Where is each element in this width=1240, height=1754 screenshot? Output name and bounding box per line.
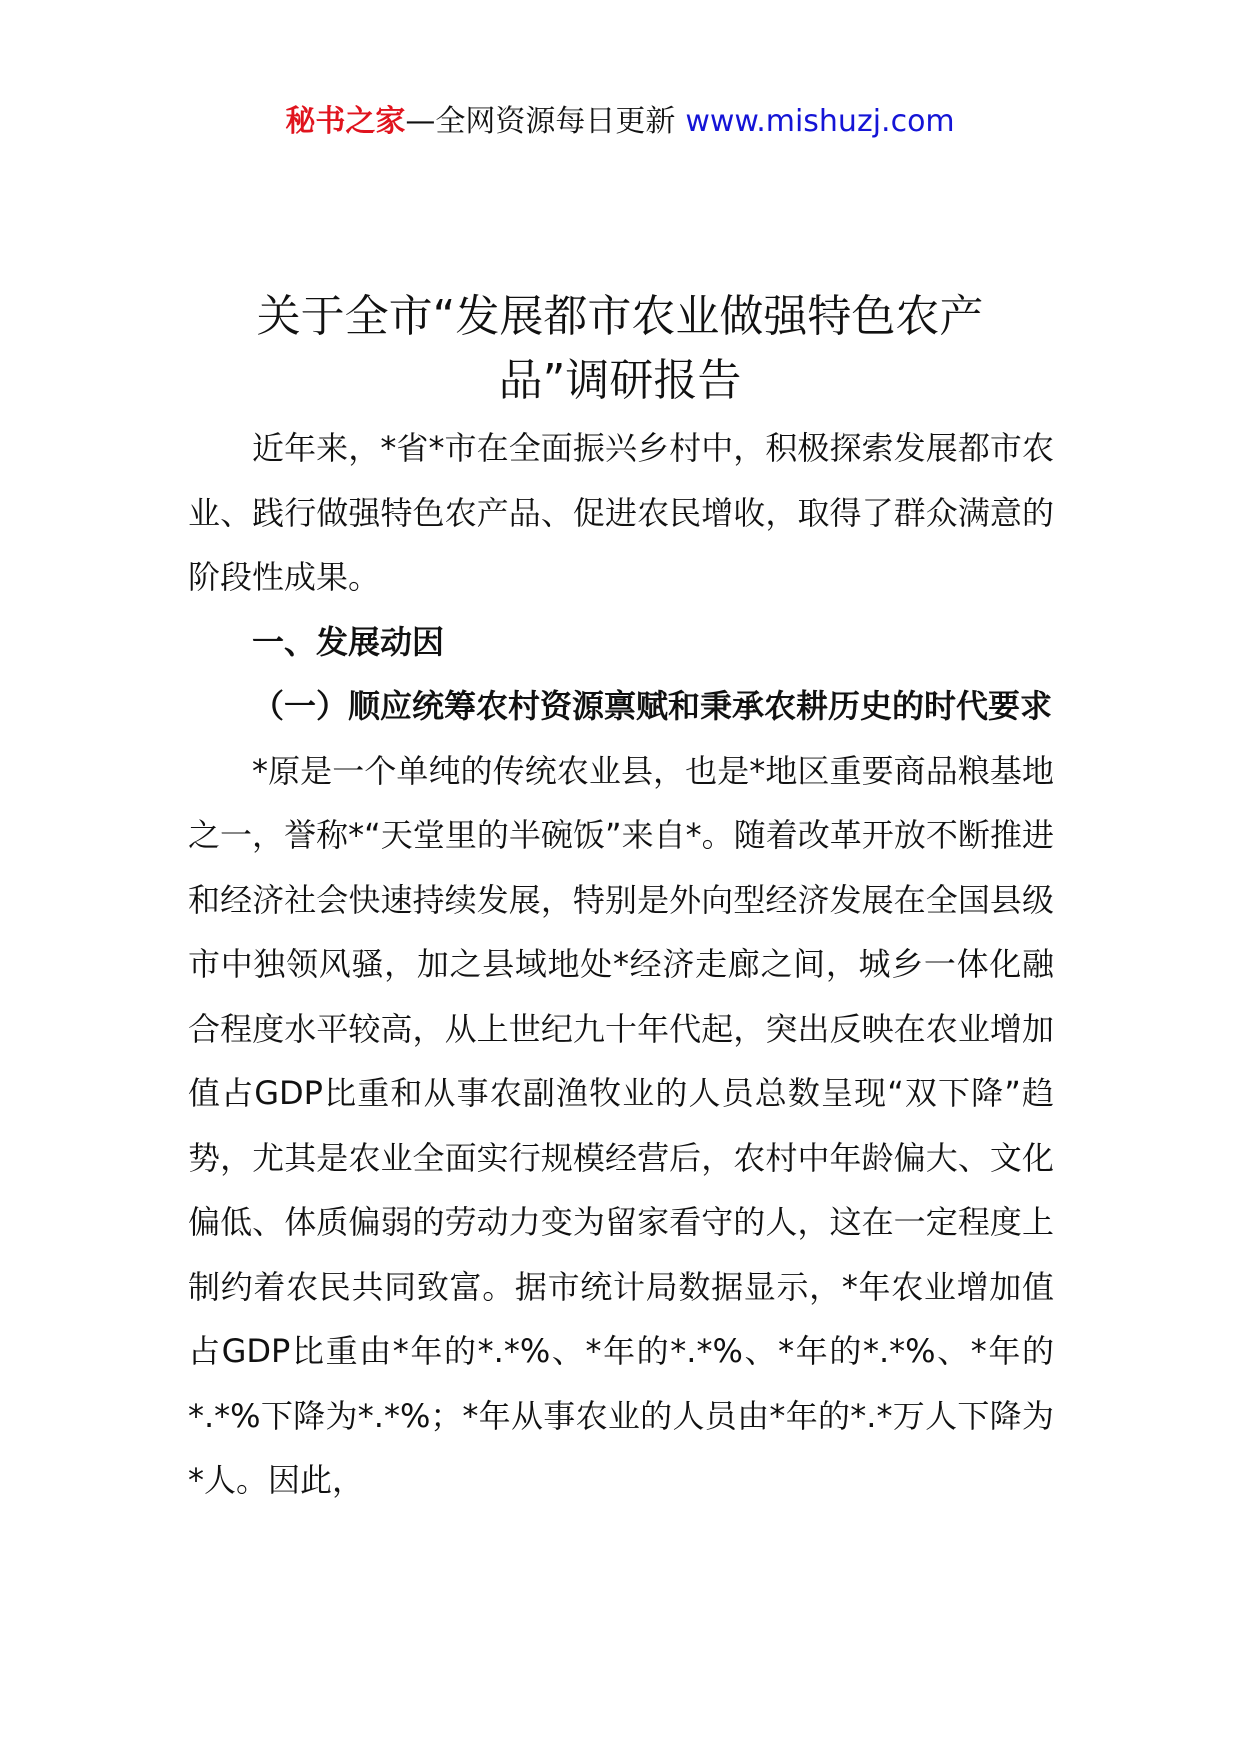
intro-paragraph: 近年来，*省*市在全面振兴乡村中，积极探索发展都市农业、践行做强特色农产品、促进农民增收，取得了群众满意的阶段性成果。 xyxy=(188,429,1054,596)
body-paragraph: *原是一个单纯的传统农业县，也是*地区重要商品粮基地之一，誉称*“天堂里的半碗饭”来自*。随着改革开放不断推进和经济社会快速持续发展，特别是外向型经济发展在全国县级市中独领风骚，加之县域地处*经济走廊之间，城乡一体化融合程度水平较高，从上世纪九十年代起，突出反映在农业增加值占GDP比重和从事农副渔牧业的人员总数呈现“双下降”趋势，尤其是农业全面实行规模经营后，农村中年龄偏大、文化偏低、体质偏弱的劳动力变为留家看守的人，这在一定程度上制约着农民共同致富。据市统计局数据显示，*年农业增加值占GDP比重由*年的*.*%、*年的*.*%、*年的*.*%、*年的*.*%下降为*.*%；*年从事农业的人员由*年的*.*万人下降为*人。因此， xyxy=(188,751,1054,1499)
header-slogan: —全网资源每日更新 xyxy=(405,104,676,139)
document-title xyxy=(160,285,1080,413)
document-body xyxy=(188,416,1054,1513)
brand-name: 秘书之家 xyxy=(285,104,406,139)
subsection-heading: （一）顺应统筹农村资源禀赋和秉承农耕历史的时代要求 xyxy=(252,687,1053,725)
title-line-2: 品”调研报告 xyxy=(498,355,742,407)
title-line-1: 关于全市“发展都市农业做强特色农产 xyxy=(256,291,984,343)
site-url-link[interactable]: www.mishuzj.com xyxy=(685,104,955,139)
site-header xyxy=(0,100,1240,144)
section-heading: 一、发展动因 xyxy=(252,622,445,661)
